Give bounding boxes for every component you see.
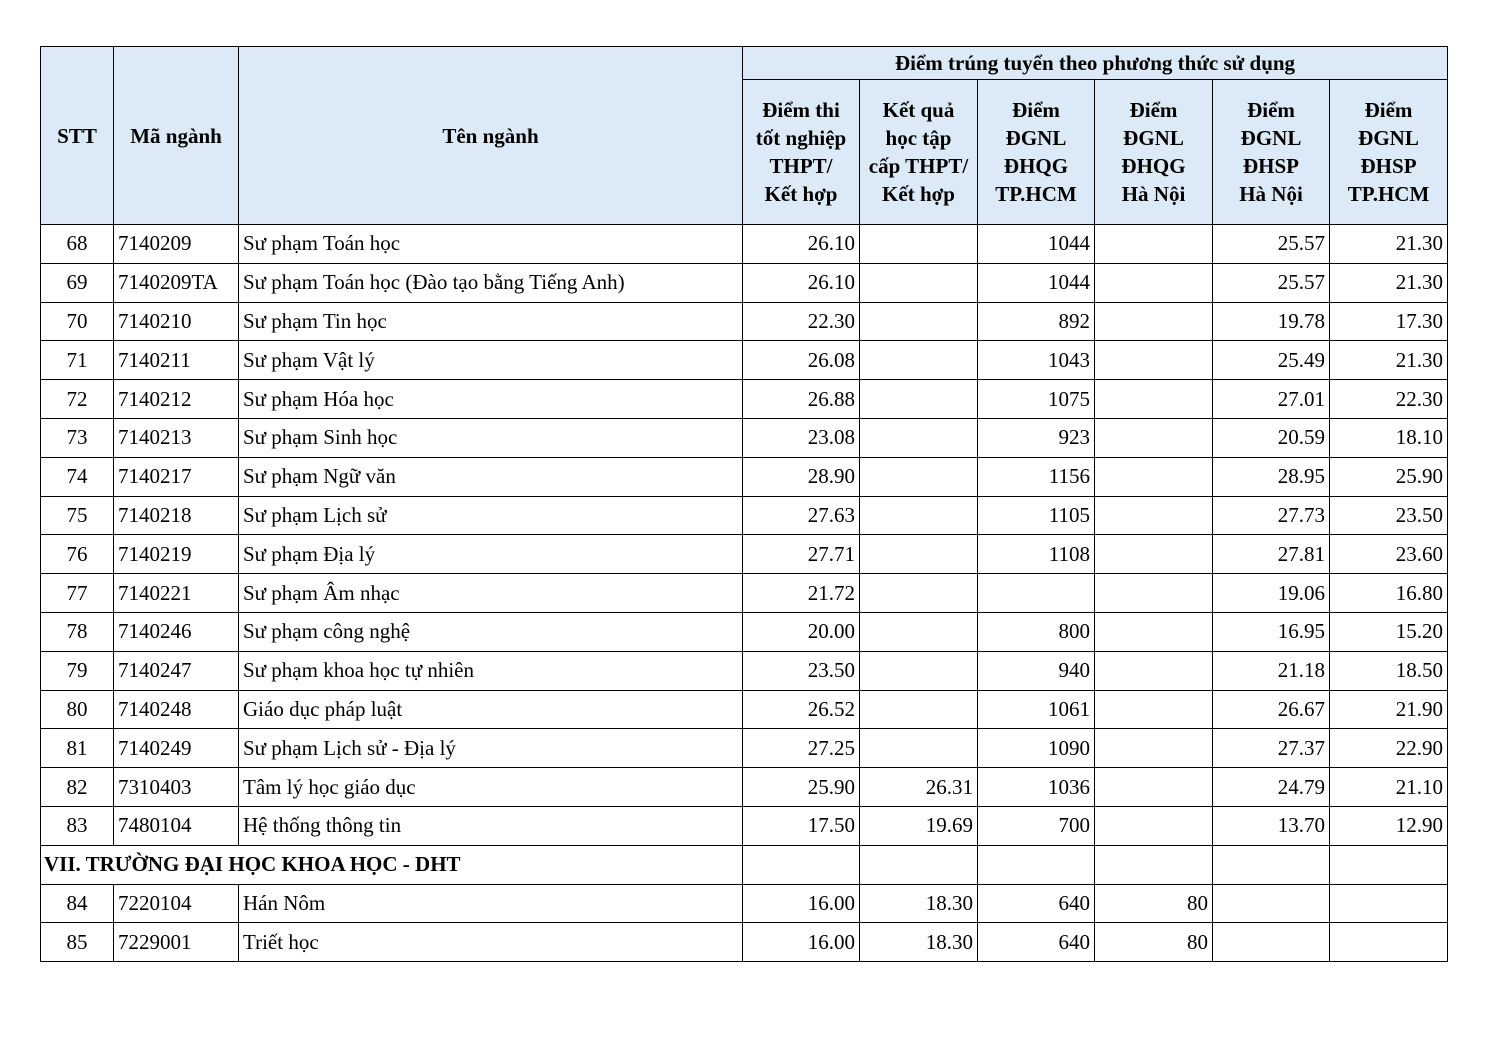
row-score: 26.08 [743, 341, 860, 380]
row-score: 26.10 [743, 225, 860, 264]
row-name: Sư phạm khoa học tự nhiên [239, 651, 743, 690]
table-body [41, 225, 1448, 962]
row-score: 21.30 [1330, 341, 1448, 380]
header-method-1 [743, 80, 860, 225]
table-row [41, 418, 1448, 457]
section-title: VII. TRƯỜNG ĐẠI HỌC KHOA HỌC - DHT [41, 845, 743, 884]
header-method-line: Điểm [1364, 98, 1413, 122]
header-method-2 [860, 80, 978, 225]
table-header [41, 47, 1448, 225]
header-method-line: Điểm [1129, 98, 1178, 122]
row-name: Sư phạm công nghệ [239, 612, 743, 651]
row-score: 12.90 [1330, 806, 1448, 845]
row-score: 22.30 [743, 302, 860, 341]
row-stt: 76 [41, 535, 114, 574]
header-method-line: ĐGNL [1358, 126, 1419, 150]
row-score [1095, 302, 1213, 341]
row-name: Sư phạm Toán học [239, 225, 743, 264]
row-code: 7480104 [114, 806, 239, 845]
row-name: Sư phạm Tin học [239, 302, 743, 341]
row-name: Sư phạm Lịch sử [239, 496, 743, 535]
row-score: 13.70 [1213, 806, 1330, 845]
section-empty-cell [978, 845, 1095, 884]
row-score [1330, 884, 1448, 923]
row-score [1213, 884, 1330, 923]
row-score [1095, 457, 1213, 496]
admission-scores-table [40, 46, 1448, 962]
row-score: 1061 [978, 690, 1095, 729]
row-score: 26.10 [743, 263, 860, 302]
row-score: 21.30 [1330, 263, 1448, 302]
row-score: 1036 [978, 768, 1095, 807]
row-stt: 73 [41, 418, 114, 457]
row-name: Sư phạm Lịch sử - Địa lý [239, 729, 743, 768]
section-row [41, 845, 1448, 884]
row-score [1095, 418, 1213, 457]
table-row [41, 535, 1448, 574]
row-score [1095, 263, 1213, 302]
header-method-line: ĐHSP [1242, 154, 1299, 178]
row-score [1095, 535, 1213, 574]
row-score: 1044 [978, 225, 1095, 264]
row-name: Triết học [239, 923, 743, 962]
row-score: 25.90 [743, 768, 860, 807]
table-row [41, 651, 1448, 690]
header-method-group: Điểm trúng tuyển theo phương thức sử dụng [743, 47, 1448, 80]
row-score: 23.60 [1330, 535, 1448, 574]
row-score: 80 [1095, 884, 1213, 923]
section-empty-cell [1213, 845, 1330, 884]
row-code: 7140210 [114, 302, 239, 341]
row-name: Sư phạm Ngữ văn [239, 457, 743, 496]
table-row [41, 690, 1448, 729]
row-name: Sư phạm Âm nhạc [239, 574, 743, 613]
row-score: 1043 [978, 341, 1095, 380]
row-score: 1105 [978, 496, 1095, 535]
row-score: 19.78 [1213, 302, 1330, 341]
header-method-line: học tập [885, 126, 952, 150]
row-score [1095, 574, 1213, 613]
row-score [1095, 380, 1213, 419]
row-score: 26.52 [743, 690, 860, 729]
row-score: 17.50 [743, 806, 860, 845]
row-score [860, 263, 978, 302]
row-score: 640 [978, 923, 1095, 962]
row-score: 16.00 [743, 923, 860, 962]
header-method-line: Điểm [1012, 98, 1060, 122]
header-method-3 [978, 80, 1095, 225]
row-score [860, 496, 978, 535]
row-score [978, 574, 1095, 613]
row-score [1095, 496, 1213, 535]
row-code: 7140211 [114, 341, 239, 380]
row-score: 18.10 [1330, 418, 1448, 457]
row-score: 940 [978, 651, 1095, 690]
row-score: 25.57 [1213, 225, 1330, 264]
section-empty-cell [860, 845, 978, 884]
section-empty-cell [1330, 845, 1448, 884]
row-name: Giáo dục pháp luật [239, 690, 743, 729]
row-score [860, 535, 978, 574]
row-score: 800 [978, 612, 1095, 651]
row-score: 25.57 [1213, 263, 1330, 302]
header-method-line: ĐGNL [1123, 126, 1184, 150]
row-score: 27.71 [743, 535, 860, 574]
table-row [41, 729, 1448, 768]
row-score: 16.95 [1213, 612, 1330, 651]
row-stt: 71 [41, 341, 114, 380]
row-name: Sư phạm Toán học (Đào tạo bằng Tiếng Anh) [239, 263, 743, 302]
table-row [41, 923, 1448, 962]
row-score [860, 651, 978, 690]
table-row [41, 225, 1448, 264]
table-row [41, 612, 1448, 651]
row-score [860, 729, 978, 768]
row-score: 20.00 [743, 612, 860, 651]
table-row [41, 768, 1448, 807]
row-score: 27.73 [1213, 496, 1330, 535]
row-score: 15.20 [1330, 612, 1448, 651]
table-row [41, 380, 1448, 419]
row-score [860, 457, 978, 496]
row-score [1095, 341, 1213, 380]
row-score: 28.95 [1213, 457, 1330, 496]
row-name: Sư phạm Sinh học [239, 418, 743, 457]
row-stt: 70 [41, 302, 114, 341]
row-stt: 78 [41, 612, 114, 651]
row-score: 27.01 [1213, 380, 1330, 419]
row-score: 26.67 [1213, 690, 1330, 729]
section-empty-cell [1095, 845, 1213, 884]
row-score [860, 574, 978, 613]
row-score: 19.69 [860, 806, 978, 845]
row-score [1213, 923, 1330, 962]
table-row [41, 574, 1448, 613]
row-stt: 85 [41, 923, 114, 962]
row-score: 16.80 [1330, 574, 1448, 613]
header-method-line: Kết hợp [882, 182, 955, 206]
row-code: 7310403 [114, 768, 239, 807]
row-score: 21.30 [1330, 225, 1448, 264]
header-method-line: Hà Nội [1239, 182, 1303, 206]
row-code: 7140249 [114, 729, 239, 768]
row-code: 7140209TA [114, 263, 239, 302]
row-score: 27.63 [743, 496, 860, 535]
row-score [1095, 612, 1213, 651]
row-stt: 84 [41, 884, 114, 923]
header-method-5 [1213, 80, 1330, 225]
table-row [41, 263, 1448, 302]
row-code: 7140247 [114, 651, 239, 690]
row-score: 21.72 [743, 574, 860, 613]
row-stt: 83 [41, 806, 114, 845]
header-method-line: TP.HCM [1347, 182, 1430, 206]
row-code: 7140217 [114, 457, 239, 496]
header-method-line: Điểm [1247, 98, 1295, 122]
header-method-line: ĐHSP [1360, 154, 1417, 178]
table-row [41, 884, 1448, 923]
row-score: 19.06 [1213, 574, 1330, 613]
row-code: 7140219 [114, 535, 239, 574]
row-score [860, 612, 978, 651]
row-score [1095, 651, 1213, 690]
row-score: 892 [978, 302, 1095, 341]
header-method-line: cấp THPT/ [868, 154, 969, 178]
row-score [1095, 225, 1213, 264]
header-method-line: TP.HCM [995, 182, 1077, 206]
header-method-line: Kết hợp [764, 182, 838, 206]
row-stt: 82 [41, 768, 114, 807]
row-score: 21.90 [1330, 690, 1448, 729]
row-code: 7140248 [114, 690, 239, 729]
table-row [41, 341, 1448, 380]
header-name: Tên ngành [239, 47, 743, 225]
row-score: 923 [978, 418, 1095, 457]
row-score [1095, 729, 1213, 768]
row-score [1330, 923, 1448, 962]
header-method-line: ĐHQG [1121, 154, 1186, 178]
row-score: 18.30 [860, 884, 978, 923]
row-stt: 80 [41, 690, 114, 729]
row-stt: 81 [41, 729, 114, 768]
header-method-line: ĐGNL [1240, 126, 1302, 150]
row-name: Hán Nôm [239, 884, 743, 923]
row-score: 27.81 [1213, 535, 1330, 574]
table-row [41, 806, 1448, 845]
row-score [860, 380, 978, 419]
row-score: 17.30 [1330, 302, 1448, 341]
row-score: 25.49 [1213, 341, 1330, 380]
table-row [41, 457, 1448, 496]
header-method-line: Kết quả [882, 98, 955, 122]
header-method-6 [1330, 80, 1448, 225]
row-score [1095, 690, 1213, 729]
row-name: Hệ thống thông tin [239, 806, 743, 845]
header-method-line: tốt nghiệp [755, 126, 847, 150]
row-score [1095, 768, 1213, 807]
row-name: Tâm lý học giáo dục [239, 768, 743, 807]
table-row [41, 496, 1448, 535]
row-stt: 68 [41, 225, 114, 264]
row-score [860, 225, 978, 264]
row-code: 7140209 [114, 225, 239, 264]
row-score: 21.18 [1213, 651, 1330, 690]
row-code: 7220104 [114, 884, 239, 923]
row-code: 7140212 [114, 380, 239, 419]
row-score: 20.59 [1213, 418, 1330, 457]
row-score: 640 [978, 884, 1095, 923]
header-stt: STT [41, 47, 114, 225]
row-stt: 75 [41, 496, 114, 535]
row-code: 7140218 [114, 496, 239, 535]
row-stt: 72 [41, 380, 114, 419]
table-row [41, 302, 1448, 341]
row-score: 1090 [978, 729, 1095, 768]
row-score: 22.90 [1330, 729, 1448, 768]
header-method-line: Điểm thi [762, 98, 840, 122]
row-score: 27.25 [743, 729, 860, 768]
row-score [860, 302, 978, 341]
row-name: Sư phạm Hóa học [239, 380, 743, 419]
row-code: 7140246 [114, 612, 239, 651]
row-stt: 77 [41, 574, 114, 613]
header-method-4 [1095, 80, 1213, 225]
header-method-line: Hà Nội [1121, 182, 1186, 206]
row-score: 27.37 [1213, 729, 1330, 768]
row-score: 22.30 [1330, 380, 1448, 419]
row-stt: 74 [41, 457, 114, 496]
row-score [860, 418, 978, 457]
row-name: Sư phạm Địa lý [239, 535, 743, 574]
row-score: 80 [1095, 923, 1213, 962]
section-empty-cell [743, 845, 860, 884]
header-method-line: ĐGNL [1005, 126, 1067, 150]
row-score: 28.90 [743, 457, 860, 496]
header-code: Mã ngành [114, 47, 239, 225]
row-score [860, 341, 978, 380]
row-score [1095, 806, 1213, 845]
row-stt: 79 [41, 651, 114, 690]
row-code: 7229001 [114, 923, 239, 962]
row-score: 24.79 [1213, 768, 1330, 807]
row-name: Sư phạm Vật lý [239, 341, 743, 380]
row-score: 1108 [978, 535, 1095, 574]
row-code: 7140221 [114, 574, 239, 613]
row-stt: 69 [41, 263, 114, 302]
row-score: 23.50 [1330, 496, 1448, 535]
row-score: 1156 [978, 457, 1095, 496]
row-score [860, 690, 978, 729]
row-score: 18.30 [860, 923, 978, 962]
row-score: 21.10 [1330, 768, 1448, 807]
row-score: 25.90 [1330, 457, 1448, 496]
row-score: 26.31 [860, 768, 978, 807]
row-code: 7140213 [114, 418, 239, 457]
row-score: 23.08 [743, 418, 860, 457]
row-score: 16.00 [743, 884, 860, 923]
row-score: 23.50 [743, 651, 860, 690]
header-method-line: ĐHQG [1003, 154, 1069, 178]
header-method-line: THPT/ [769, 154, 833, 178]
row-score: 18.50 [1330, 651, 1448, 690]
row-score: 1044 [978, 263, 1095, 302]
row-score: 1075 [978, 380, 1095, 419]
row-score: 700 [978, 806, 1095, 845]
row-score: 26.88 [743, 380, 860, 419]
